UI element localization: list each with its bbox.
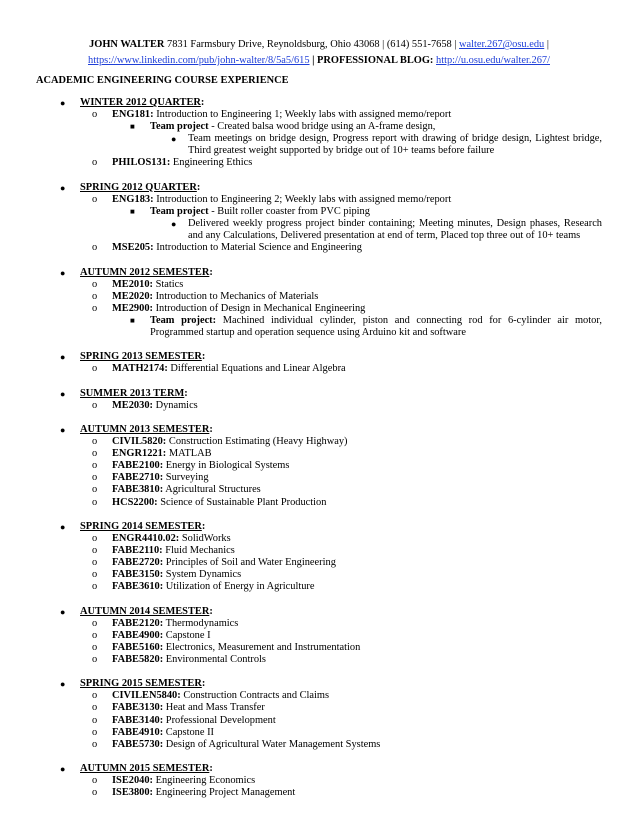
contact-line-1 bbox=[0, 37, 638, 53]
term-title: AUTUMN 2012 SEMESTER bbox=[80, 266, 210, 278]
project-detail bbox=[0, 133, 638, 157]
term-heading bbox=[0, 678, 638, 690]
course-item bbox=[0, 642, 638, 654]
blog-label: | PROFESSIONAL BLOG: bbox=[312, 55, 434, 66]
section-title: ACADEMIC ENGINEERING COURSE EXPERIENCE bbox=[36, 75, 289, 86]
course-description: Capstone I bbox=[165, 629, 211, 641]
course-description: Principles of Soil and Water Engineering bbox=[165, 557, 336, 569]
course-description: Environmental Controls bbox=[165, 653, 266, 665]
course-item bbox=[0, 497, 638, 509]
team-project bbox=[0, 315, 638, 339]
circle-bullet-icon: o bbox=[92, 726, 98, 738]
term-colon: : bbox=[209, 424, 213, 435]
term-heading bbox=[0, 606, 638, 618]
disc-bullet-icon: ● bbox=[60, 764, 66, 774]
course-item bbox=[0, 654, 638, 666]
course-item bbox=[0, 581, 638, 593]
course-code: FABE4910: bbox=[112, 726, 164, 738]
term-heading bbox=[0, 182, 638, 194]
course-description: Introduction to Engineering 1; Weekly labs with assigned memo/report bbox=[156, 109, 452, 121]
course-item bbox=[0, 363, 638, 375]
course-item bbox=[0, 448, 638, 460]
circle-bullet-icon: o bbox=[92, 436, 98, 448]
circle-bullet-icon: o bbox=[92, 157, 98, 169]
course-item bbox=[0, 630, 638, 642]
term-title: AUTUMN 2013 SEMESTER bbox=[80, 424, 210, 435]
full-name: JOHN WALTER bbox=[89, 39, 165, 50]
term-title: SUMMER 2013 TERM bbox=[80, 387, 185, 399]
disc-bullet-icon: ● bbox=[171, 134, 177, 145]
term-heading bbox=[0, 351, 638, 363]
term-title: SPRING 2012 QUARTER bbox=[80, 181, 197, 193]
circle-bullet-icon: o bbox=[92, 702, 98, 714]
disc-bullet-icon: ● bbox=[60, 425, 66, 435]
circle-bullet-icon: o bbox=[92, 581, 98, 593]
course-code: FABE3150: bbox=[112, 569, 164, 581]
course-description: Statics bbox=[155, 278, 184, 290]
team-project bbox=[0, 121, 638, 133]
course-item bbox=[0, 715, 638, 727]
circle-bullet-icon: o bbox=[92, 775, 98, 787]
project-label: Team project bbox=[150, 121, 209, 133]
course-code: FABE5820: bbox=[112, 653, 164, 665]
circle-bullet-icon: o bbox=[92, 109, 98, 121]
email-link[interactable]: walter.267@osu.edu bbox=[459, 39, 545, 50]
term-colon: : bbox=[209, 605, 213, 617]
course-description: Construction Estimating (Heavy Highway) bbox=[168, 436, 348, 448]
course-description: Professional Development bbox=[165, 714, 276, 726]
term-colon: : bbox=[196, 181, 201, 193]
course-item bbox=[0, 194, 638, 206]
course-code: FABE3130: bbox=[112, 702, 164, 714]
course-code: ME2020: bbox=[112, 290, 153, 302]
term-block bbox=[0, 763, 638, 799]
term-title: AUTUMN 2014 SEMESTER bbox=[80, 605, 210, 617]
course-code: FABE3140: bbox=[112, 714, 164, 726]
course-item bbox=[0, 109, 638, 121]
team-project bbox=[0, 206, 638, 218]
term-block bbox=[0, 424, 638, 509]
contact-line-2 bbox=[0, 53, 638, 69]
course-code: ME2030: bbox=[112, 399, 153, 411]
term-colon: : bbox=[201, 351, 206, 363]
course-code: CIVIL5820: bbox=[112, 436, 167, 448]
circle-bullet-icon: o bbox=[92, 363, 98, 375]
term-title: SPRING 2013 SEMESTER bbox=[80, 351, 202, 363]
project-description: - Built roller coaster from PVC piping bbox=[211, 205, 370, 217]
disc-bullet-icon: ● bbox=[60, 521, 66, 532]
term-heading bbox=[0, 97, 638, 109]
blog-link[interactable]: http://u.osu.edu/walter.267/ bbox=[436, 55, 550, 66]
course-item bbox=[0, 460, 638, 472]
project-description: Machined individual cylinder, piston and connecting rod for 6-cylinder air motor, Programmed startup and operation sequence using Arduino kit and software bbox=[150, 314, 602, 338]
course-item bbox=[0, 291, 638, 303]
course-code: ISE2040: bbox=[112, 775, 153, 787]
term-colon: : bbox=[184, 387, 188, 399]
term-colon: : bbox=[200, 97, 205, 108]
course-code: FABE4900: bbox=[112, 629, 164, 641]
disc-bullet-icon: ● bbox=[60, 352, 66, 363]
circle-bullet-icon: o bbox=[92, 617, 98, 629]
term-heading bbox=[0, 763, 638, 775]
term-block bbox=[0, 182, 638, 255]
circle-bullet-icon: o bbox=[92, 545, 98, 557]
course-description: Heat and Mass Transfer bbox=[165, 702, 265, 714]
course-item bbox=[0, 279, 638, 291]
circle-bullet-icon: o bbox=[92, 690, 98, 702]
course-code: MATH2174: bbox=[112, 363, 168, 375]
course-item bbox=[0, 618, 638, 630]
course-code: ISE3800: bbox=[112, 787, 153, 799]
circle-bullet-icon: o bbox=[92, 496, 98, 508]
course-description: Science of Sustainable Plant Production bbox=[160, 496, 327, 508]
course-item bbox=[0, 775, 638, 787]
course-code: ME2010: bbox=[112, 278, 153, 290]
course-description: Agricultural Structures bbox=[165, 484, 261, 496]
project-description: - Created balsa wood bridge using an A-frame design, bbox=[211, 121, 436, 133]
course-description: System Dynamics bbox=[165, 569, 242, 581]
term-colon: : bbox=[201, 678, 206, 690]
circle-bullet-icon: o bbox=[92, 738, 98, 750]
course-description: Thermodynamics bbox=[165, 617, 239, 629]
course-code: FABE3810: bbox=[112, 484, 164, 496]
course-description: Introduction to Mechanics of Materials bbox=[155, 290, 319, 302]
course-description: Engineering Economics bbox=[155, 775, 256, 787]
course-code: MSE205: bbox=[112, 242, 154, 254]
term-block bbox=[0, 267, 638, 340]
circle-bullet-icon: o bbox=[92, 787, 98, 799]
course-item bbox=[0, 727, 638, 739]
course-description: Design of Agricultural Water Management Systems bbox=[165, 738, 381, 750]
project-detail-text: Delivered weekly progress project binder containing; Meeting minutes, Design phases, Research and any Calculations, Delivered presentation at end of term, Placed top three out of 10+ teams bbox=[188, 218, 602, 242]
term-heading bbox=[0, 424, 638, 436]
course-code: FABE2100: bbox=[112, 460, 164, 472]
disc-bullet-icon: ● bbox=[60, 98, 66, 108]
course-code: ME2900: bbox=[112, 302, 153, 314]
course-description: Introduction to Engineering 2; Weekly labs with assigned memo/report bbox=[156, 193, 452, 205]
square-bullet-icon: ■ bbox=[130, 122, 135, 132]
term-block bbox=[0, 521, 638, 594]
course-code: FABE5730: bbox=[112, 738, 164, 750]
disc-bullet-icon: ● bbox=[60, 606, 66, 617]
term-heading bbox=[0, 267, 638, 279]
course-item bbox=[0, 303, 638, 315]
course-code: FABE2710: bbox=[112, 472, 164, 484]
project-detail-text: Team meetings on bridge design, Progress report with drawing of bridge design, Lightest bridge, Third greatest weight supported by bridge out of 10+ teams before failure bbox=[188, 133, 602, 157]
course-description: Engineering Project Management bbox=[155, 787, 296, 799]
course-code: ENGR1221: bbox=[112, 448, 167, 460]
course-description: Engineering Ethics bbox=[172, 157, 253, 169]
term-colon: : bbox=[209, 266, 213, 278]
circle-bullet-icon: o bbox=[92, 290, 98, 302]
course-code: ENG181: bbox=[112, 109, 154, 121]
term-title: WINTER 2012 QUARTER bbox=[80, 97, 201, 108]
course-description: SolidWorks bbox=[181, 532, 231, 544]
term-colon: : bbox=[201, 520, 206, 532]
circle-bullet-icon: o bbox=[92, 569, 98, 581]
course-description: Differential Equations and Linear Algebra bbox=[170, 363, 346, 375]
circle-bullet-icon: o bbox=[92, 460, 98, 472]
course-item bbox=[0, 472, 638, 484]
term-block bbox=[0, 351, 638, 375]
linkedin-link[interactable]: https://www.linkedin.com/pub/john-walter/8/5a5/615 bbox=[88, 55, 310, 66]
circle-bullet-icon: o bbox=[92, 302, 98, 314]
contact-header bbox=[0, 37, 638, 69]
course-item bbox=[0, 569, 638, 581]
term-heading bbox=[0, 388, 638, 400]
course-description: Introduction of Design in Mechanical Engineering bbox=[155, 302, 366, 314]
course-item bbox=[0, 690, 638, 702]
project-detail bbox=[0, 218, 638, 242]
term-colon: : bbox=[209, 763, 213, 774]
project-label: Team project bbox=[150, 205, 209, 217]
course-description: Dynamics bbox=[155, 399, 198, 411]
term-block bbox=[0, 606, 638, 666]
course-item bbox=[0, 545, 638, 557]
course-description: Surveying bbox=[165, 472, 209, 484]
circle-bullet-icon: o bbox=[92, 532, 98, 544]
project-label: Team project: bbox=[150, 314, 217, 326]
course-item bbox=[0, 484, 638, 496]
circle-bullet-icon: o bbox=[92, 399, 98, 411]
course-code: HCS2200: bbox=[112, 496, 158, 508]
term-title: SPRING 2014 SEMESTER bbox=[80, 520, 202, 532]
course-item bbox=[0, 739, 638, 751]
pipe-separator: | bbox=[546, 39, 549, 50]
circle-bullet-icon: o bbox=[92, 714, 98, 726]
square-bullet-icon: ■ bbox=[130, 315, 135, 325]
term-block bbox=[0, 97, 638, 170]
term-title: SPRING 2015 SEMESTER bbox=[80, 678, 202, 690]
course-code: PHILOS131: bbox=[112, 157, 171, 169]
term-title: AUTUMN 2015 SEMESTER bbox=[80, 763, 210, 774]
course-code: FABE2120: bbox=[112, 617, 164, 629]
course-item bbox=[0, 702, 638, 714]
course-code: FABE2110: bbox=[112, 545, 163, 557]
circle-bullet-icon: o bbox=[92, 193, 98, 205]
disc-bullet-icon: ● bbox=[60, 679, 66, 690]
course-item bbox=[0, 157, 638, 169]
circle-bullet-icon: o bbox=[92, 448, 98, 460]
square-bullet-icon: ■ bbox=[130, 206, 135, 216]
circle-bullet-icon: o bbox=[92, 653, 98, 665]
course-code: ENG183: bbox=[112, 193, 154, 205]
course-description: Fluid Mechanics bbox=[165, 545, 235, 557]
disc-bullet-icon: ● bbox=[60, 182, 66, 193]
course-description: Electronics, Measurement and Instrumentation bbox=[165, 641, 361, 653]
course-item bbox=[0, 787, 638, 799]
term-block bbox=[0, 388, 638, 412]
course-description: Capstone II bbox=[165, 726, 214, 738]
disc-bullet-icon: ● bbox=[60, 267, 66, 278]
course-code: CIVILEN5840: bbox=[112, 690, 181, 702]
course-item bbox=[0, 400, 638, 412]
course-item bbox=[0, 436, 638, 448]
disc-bullet-icon: ● bbox=[171, 219, 177, 230]
term-heading bbox=[0, 521, 638, 533]
course-description: Utilization of Energy in Agriculture bbox=[165, 581, 315, 593]
course-code: ENGR4410.02: bbox=[112, 532, 180, 544]
course-description: MATLAB bbox=[168, 448, 212, 460]
course-code: FABE5160: bbox=[112, 641, 164, 653]
circle-bullet-icon: o bbox=[92, 484, 98, 496]
circle-bullet-icon: o bbox=[92, 629, 98, 641]
course-description: Energy in Biological Systems bbox=[165, 460, 290, 472]
course-code: FABE2720: bbox=[112, 557, 164, 569]
disc-bullet-icon: ● bbox=[60, 388, 66, 399]
address-phone: 7831 Farmsbury Drive, Reynoldsburg, Ohio 43068 | (614) 551-7658 | bbox=[167, 39, 457, 50]
circle-bullet-icon: o bbox=[92, 242, 98, 254]
circle-bullet-icon: o bbox=[92, 557, 98, 569]
course-item bbox=[0, 242, 638, 254]
course-code: FABE3610: bbox=[112, 581, 164, 593]
course-description: Construction Contracts and Claims bbox=[183, 690, 330, 702]
circle-bullet-icon: o bbox=[92, 278, 98, 290]
course-item bbox=[0, 557, 638, 569]
course-description: Introduction to Material Science and Engineering bbox=[156, 242, 362, 254]
term-block bbox=[0, 678, 638, 751]
terms-list bbox=[0, 97, 638, 811]
circle-bullet-icon: o bbox=[92, 641, 98, 653]
circle-bullet-icon: o bbox=[92, 472, 98, 484]
course-item bbox=[0, 533, 638, 545]
